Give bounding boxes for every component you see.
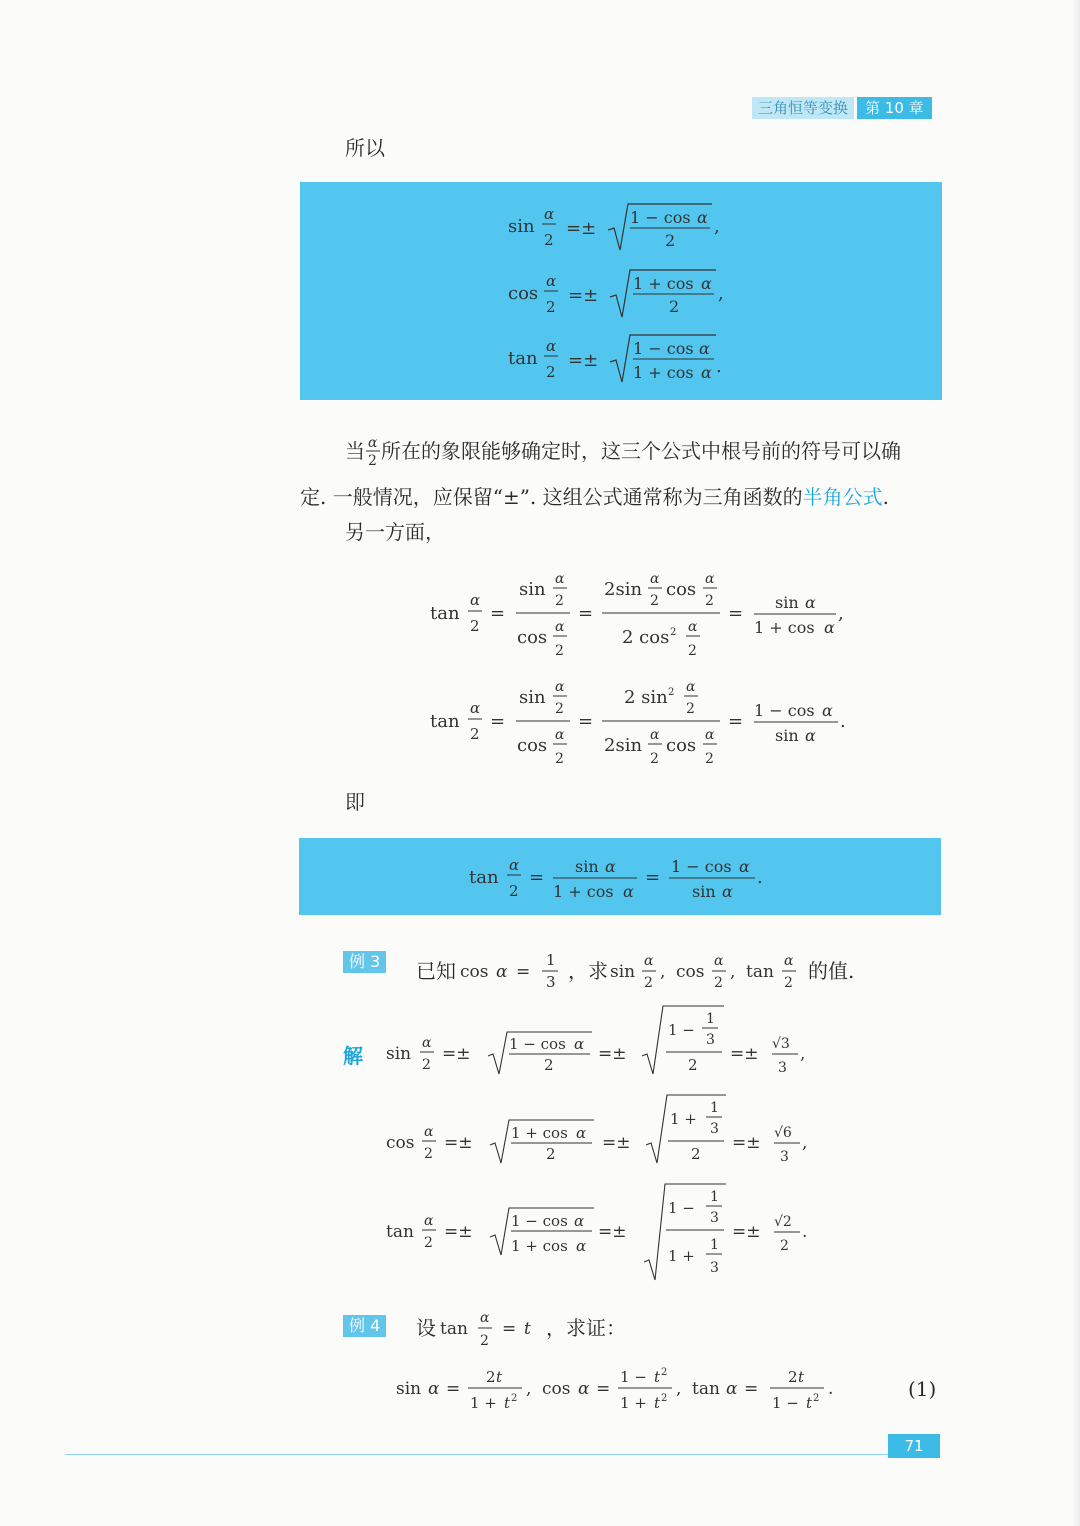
svg-text:cos: cos [517, 627, 548, 648]
svg-text:,: , [730, 962, 736, 982]
svg-text:1 + cos: 1 + cos [511, 1237, 568, 1255]
svg-text:=±: =± [730, 1044, 759, 1064]
svg-text:2: 2 [780, 1238, 789, 1254]
svg-text:α: α [555, 619, 565, 635]
svg-text:sin: sin [386, 1044, 412, 1064]
svg-text:,: , [660, 962, 666, 982]
svg-text:3: 3 [710, 1121, 719, 1137]
svg-text:2: 2 [661, 1393, 668, 1404]
solution-label: 解 [343, 1044, 363, 1068]
svg-text:cos: cos [508, 283, 539, 304]
svg-text:1 +: 1 + [620, 1394, 647, 1412]
svg-text:3: 3 [780, 1149, 789, 1165]
svg-text:3: 3 [546, 973, 556, 991]
svg-text:2: 2 [546, 1145, 556, 1163]
svg-text:α: α [574, 1212, 585, 1230]
keyword-half-angle: 半角公式 [802, 485, 883, 509]
example-4-text [416, 1307, 626, 1349]
svg-text:2sin: 2sin [604, 579, 643, 600]
svg-text:=±: =± [602, 1133, 631, 1153]
svg-text:1: 1 [710, 1100, 719, 1116]
para-when: 当 [345, 439, 365, 463]
svg-text:3: 3 [710, 1260, 719, 1276]
svg-text:α: α [555, 727, 565, 743]
svg-text:α: α [688, 619, 698, 635]
svg-text:α: α [422, 1035, 432, 1051]
svg-text:α: α [699, 339, 710, 358]
svg-text:.: . [828, 1379, 834, 1399]
svg-text:α: α [544, 205, 555, 223]
page-number: 71 [888, 1434, 940, 1458]
svg-text:1: 1 [706, 1011, 715, 1027]
svg-text:α: α [726, 1379, 738, 1399]
svg-text:α: α [470, 591, 481, 609]
svg-text:3: 3 [706, 1032, 715, 1048]
other-hand-text: 另一方面， [345, 520, 445, 544]
svg-text:1 + cos: 1 + cos [633, 274, 694, 293]
svg-text:cos: cos [542, 1379, 571, 1399]
svg-text:2: 2 [544, 1056, 554, 1074]
tan-derivations [420, 565, 860, 775]
svg-text:2: 2 [546, 363, 556, 381]
svg-text:1 − cos: 1 − cos [509, 1035, 566, 1053]
svg-text:α: α [739, 857, 750, 876]
svg-text:2: 2 [555, 751, 564, 767]
svg-text:2sin: 2sin [604, 735, 643, 756]
svg-text:t: t [654, 1394, 661, 1412]
svg-text:sin: sin [775, 593, 799, 612]
ji-text: 即 [345, 790, 365, 814]
svg-text:cos: cos [666, 579, 697, 600]
paragraph-line2 [300, 483, 889, 511]
svg-text:2: 2 [486, 1368, 496, 1386]
svg-text:2: 2 [555, 643, 564, 659]
svg-text:α: α [722, 882, 733, 901]
svg-text:1 +: 1 + [668, 1247, 695, 1265]
tan-half-angle-box [299, 838, 941, 915]
svg-text:2: 2 [470, 725, 480, 743]
svg-text:cos: cos [517, 735, 548, 756]
svg-text:cos: cos [460, 962, 489, 982]
svg-text:1 − cos: 1 − cos [630, 208, 691, 227]
svg-text:α: α [496, 962, 508, 982]
svg-text:2: 2 [424, 1235, 433, 1251]
svg-text:=±: =± [732, 1222, 761, 1242]
svg-text:1 − cos: 1 − cos [671, 857, 732, 876]
svg-text:α: α [805, 593, 816, 612]
svg-text:2: 2 [555, 701, 564, 717]
example-3-cos-eq [458, 951, 566, 991]
svg-text:=±: =± [442, 1044, 471, 1064]
svg-text:1 +: 1 + [670, 1110, 697, 1128]
svg-text:=: = [728, 603, 744, 624]
para-rest: 所在的象限能够确定时，这三个公式中根号前的符号可以确 [381, 439, 901, 463]
section-title: 三角恒等变换 [752, 97, 854, 119]
svg-text:√6: √6 [774, 1125, 792, 1141]
svg-text:=: = [596, 1379, 611, 1399]
footer-rule [65, 1454, 940, 1455]
svg-text:1: 1 [710, 1237, 719, 1253]
svg-text:α: α [555, 571, 565, 587]
svg-text:2: 2 [788, 1368, 798, 1386]
svg-text:√3: √3 [772, 1036, 790, 1052]
example-3-text [416, 951, 854, 991]
svg-text:=: = [490, 711, 506, 732]
svg-text:=±: =± [444, 1222, 473, 1242]
svg-text:=: = [490, 603, 506, 624]
svg-text:α: α [546, 272, 557, 290]
svg-text:α: α [424, 1124, 434, 1140]
half-angle-formula-box [300, 182, 942, 400]
svg-text:2: 2 [546, 298, 556, 316]
chapter-header [752, 97, 932, 119]
svg-text:t: t [798, 1368, 805, 1386]
svg-text:1 −: 1 − [620, 1368, 647, 1386]
svg-text:=: = [578, 711, 594, 732]
svg-text:,: , [714, 216, 720, 237]
page-edge-shadow [1072, 0, 1080, 1526]
svg-text:2: 2 [665, 231, 676, 250]
example-4-prove: ，求证： [546, 1316, 626, 1340]
svg-text:t: t [496, 1368, 503, 1386]
svg-text:α: α [697, 208, 708, 227]
svg-text:tan: tan [746, 962, 774, 982]
svg-text:α: α [470, 699, 481, 717]
svg-text:2: 2 [688, 1056, 698, 1074]
svg-text:α: α [686, 679, 696, 695]
svg-text:3: 3 [710, 1210, 719, 1226]
svg-text:√2: √2 [774, 1214, 792, 1230]
svg-text:1 + cos: 1 + cos [553, 882, 614, 901]
equation-number: (1) [908, 1377, 937, 1401]
svg-text:1 −: 1 − [772, 1394, 799, 1412]
svg-text:sin: sin [610, 962, 636, 982]
svg-text:.: . [840, 711, 846, 732]
svg-text:α: α [368, 435, 378, 451]
svg-text:=: = [516, 962, 531, 982]
svg-text:α: α [705, 571, 715, 587]
svg-text:2: 2 [670, 627, 677, 638]
example-3-find: ，求 [568, 959, 608, 983]
intro-text: 所以 [345, 136, 385, 160]
svg-text:1 − cos: 1 − cos [511, 1212, 568, 1230]
svg-text:2: 2 [511, 1393, 518, 1404]
svg-text:cos: cos [666, 735, 697, 756]
svg-text:2: 2 [705, 751, 714, 767]
svg-text:2: 2 [424, 1146, 433, 1162]
svg-text:2: 2 [368, 453, 377, 467]
svg-text:tan: tan [508, 348, 538, 369]
svg-text:,: , [526, 1379, 532, 1399]
svg-text:=±: =± [566, 218, 597, 239]
svg-text:cos: cos [676, 962, 705, 982]
svg-text:α: α [424, 1213, 434, 1229]
svg-text:2: 2 [705, 593, 714, 609]
svg-text:α: α [428, 1379, 440, 1399]
svg-text:=: = [502, 1319, 517, 1339]
svg-text:1 − cos: 1 − cos [754, 701, 815, 720]
svg-text:2: 2 [669, 297, 680, 316]
svg-text:=: = [529, 867, 545, 888]
svg-text:α: α [701, 274, 712, 293]
svg-text:2: 2 [813, 1393, 820, 1404]
svg-text:α: α [714, 953, 724, 969]
example-3-solution [380, 1000, 820, 1285]
svg-text:2: 2 [509, 882, 519, 900]
svg-text:2: 2 [650, 751, 659, 767]
svg-text:2: 2 [686, 701, 695, 717]
svg-text:α: α [480, 1310, 490, 1326]
svg-text:cos: cos [386, 1133, 415, 1153]
svg-text:α: α [644, 953, 654, 969]
svg-text:1: 1 [546, 951, 556, 969]
svg-text:1 +: 1 + [470, 1394, 497, 1412]
svg-text:sin: sin [396, 1379, 422, 1399]
svg-text:2: 2 [688, 643, 697, 659]
svg-text:2: 2 [555, 593, 564, 609]
svg-text:.: . [716, 356, 722, 377]
svg-text:t: t [654, 1368, 661, 1386]
svg-text:2: 2 [644, 975, 653, 991]
example-4-tan-eq [436, 1307, 546, 1349]
svg-text:=±: =± [732, 1133, 761, 1153]
svg-text:2: 2 [714, 975, 723, 991]
svg-text:tan: tan [430, 603, 460, 624]
svg-text:3: 3 [778, 1060, 787, 1076]
svg-text:2: 2 [544, 231, 554, 249]
svg-text:t: t [806, 1394, 813, 1412]
svg-text:α: α [784, 953, 794, 969]
svg-text:2: 2 [668, 687, 675, 698]
svg-text:tan: tan [386, 1222, 414, 1242]
svg-text:α: α [509, 856, 520, 874]
svg-text:α: α [578, 1379, 590, 1399]
svg-text:α: α [605, 857, 616, 876]
svg-text:α: α [576, 1124, 587, 1142]
svg-text:,: , [838, 603, 844, 624]
svg-text:2 sin: 2 sin [624, 687, 668, 708]
svg-text:sin: sin [508, 216, 535, 237]
svg-text:1 + cos: 1 + cos [754, 618, 815, 637]
svg-text:1 −: 1 − [668, 1199, 695, 1217]
svg-text:.: . [757, 867, 763, 888]
svg-text:sin: sin [519, 687, 546, 708]
svg-text:α: α [822, 701, 833, 720]
example-3-value: 的值. [808, 959, 855, 983]
svg-text:2: 2 [691, 1145, 701, 1163]
svg-text:=±: =± [598, 1222, 627, 1242]
svg-text:t: t [524, 1319, 531, 1339]
svg-text:.: . [802, 1222, 808, 1242]
svg-text:α: α [555, 679, 565, 695]
svg-text:tan: tan [430, 711, 460, 732]
svg-text:2: 2 [470, 617, 480, 635]
svg-text:2: 2 [784, 975, 793, 991]
svg-text:α: α [805, 726, 816, 745]
svg-text:α: α [824, 618, 835, 637]
svg-text:t: t [504, 1394, 511, 1412]
svg-text:α: α [650, 571, 660, 587]
svg-text:,: , [676, 1379, 682, 1399]
alpha-over-2 [365, 435, 381, 467]
svg-text:,: , [802, 1133, 808, 1153]
svg-text:2: 2 [661, 1367, 668, 1378]
svg-text:=: = [728, 711, 744, 732]
svg-text:1: 1 [710, 1189, 719, 1205]
svg-text:=: = [578, 603, 594, 624]
svg-text:1 + cos: 1 + cos [511, 1124, 568, 1142]
svg-text:1 −: 1 − [668, 1021, 695, 1039]
svg-text:α: α [546, 337, 557, 355]
svg-text:1 + cos: 1 + cos [633, 363, 694, 382]
svg-text:α: α [705, 727, 715, 743]
svg-text:α: α [574, 1035, 585, 1053]
svg-text:1 − cos: 1 − cos [633, 339, 694, 358]
svg-text:sin: sin [575, 857, 599, 876]
svg-text:tan: tan [440, 1319, 468, 1339]
tan-half-angle-formula [299, 838, 941, 915]
example-4-identities [390, 1360, 850, 1420]
example-4-label: 例 4 [343, 1315, 386, 1337]
svg-text:α: α [576, 1237, 587, 1255]
svg-text:α: α [701, 363, 712, 382]
svg-text:=±: =± [568, 350, 599, 371]
svg-text:=: = [446, 1379, 461, 1399]
svg-text:=: = [744, 1379, 759, 1399]
svg-text:2: 2 [480, 1333, 489, 1349]
svg-text:α: α [623, 882, 634, 901]
example-3-label: 例 3 [343, 951, 386, 973]
svg-text:2: 2 [422, 1057, 431, 1073]
svg-text:=±: =± [598, 1044, 627, 1064]
para-line2-pre: 定. 一般情况，应保留“±”. 这组公式通常称为三角函数的 [300, 485, 803, 509]
svg-text:sin: sin [519, 579, 546, 600]
svg-text:2: 2 [650, 593, 659, 609]
svg-text:,: , [718, 283, 724, 304]
svg-text:tan: tan [692, 1379, 720, 1399]
svg-text:=: = [645, 867, 661, 888]
svg-text:α: α [650, 727, 660, 743]
svg-text:,: , [800, 1044, 806, 1064]
paragraph-line1 [345, 435, 901, 467]
example-3-targets [608, 951, 808, 991]
svg-text:=±: =± [444, 1133, 473, 1153]
svg-text:sin: sin [692, 882, 716, 901]
para-line2-post: . [882, 485, 889, 509]
svg-text:sin: sin [775, 726, 799, 745]
svg-text:2 cos: 2 cos [622, 627, 670, 648]
chapter-badge: 第 10 章 [857, 97, 932, 119]
svg-text:=±: =± [568, 285, 599, 306]
example-4-let: 设 [416, 1316, 436, 1340]
example-3-given: 已知 [416, 959, 456, 983]
half-angle-formulas [300, 182, 942, 400]
svg-text:tan: tan [469, 867, 499, 888]
